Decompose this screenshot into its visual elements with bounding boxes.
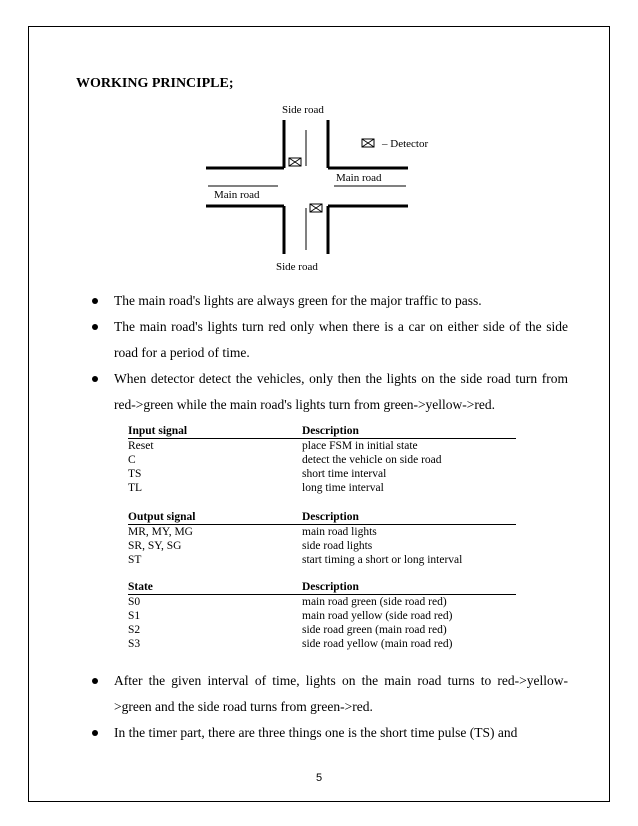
intersection-diagram	[198, 100, 458, 280]
state-cell: S0	[128, 596, 141, 608]
table-row	[128, 623, 516, 637]
table-row	[128, 525, 516, 539]
bullet-text: When detector detect the vehicles, only then the lights on the side road turn from red->green while the main road's lights turn from green->yellow->red.	[114, 371, 568, 412]
table-row	[128, 453, 516, 467]
table-row	[128, 595, 516, 609]
state-cell: S1	[128, 610, 141, 622]
input-signal-table	[128, 424, 516, 495]
signal-cell: C	[128, 454, 136, 466]
table-row	[128, 481, 516, 495]
description-cell: main road lights	[302, 526, 377, 538]
table-row	[128, 609, 516, 623]
detector-legend-icon	[362, 139, 374, 147]
table-header	[128, 580, 516, 595]
table-row	[128, 467, 516, 481]
detector-legend-label: – Detector	[382, 138, 429, 150]
section-heading: WORKING PRINCIPLE;	[76, 76, 234, 91]
list-item	[92, 288, 568, 314]
bullet-list-top	[92, 288, 568, 418]
signal-cell: MR, MY, MG	[128, 526, 193, 538]
side-road-top-label: Side road	[282, 104, 324, 116]
column-header: Description	[302, 425, 359, 437]
state-table	[128, 580, 516, 651]
bullet-icon	[92, 730, 98, 736]
side-road-bottom-label: Side road	[276, 261, 318, 273]
list-item	[92, 668, 568, 720]
description-cell: main road yellow (side road red)	[302, 610, 453, 622]
signal-cell: TS	[128, 468, 142, 480]
description-cell: short time interval	[302, 468, 387, 480]
detector-icon	[289, 158, 301, 166]
list-item	[92, 720, 568, 746]
signal-cell: TL	[128, 482, 143, 494]
detector-icon	[310, 204, 322, 212]
bullet-text: The main road's lights are always green for the major traffic to pass.	[114, 293, 482, 308]
bullet-text: In the timer part, there are three things one is the short time pulse (TS) and	[114, 725, 518, 740]
bullet-text: The main road's lights turn red only when there is a car on either side of the side road for a period of time.	[114, 319, 568, 360]
list-item	[92, 366, 568, 418]
column-header: Input signal	[128, 425, 188, 437]
table-row	[128, 539, 516, 553]
description-cell: start timing a short or long interval	[302, 554, 463, 566]
main-road-right-label: Main road	[336, 172, 382, 184]
bullet-icon	[92, 298, 98, 304]
description-cell: place FSM in initial state	[302, 440, 418, 452]
description-cell: long time interval	[302, 482, 384, 494]
bullet-icon	[92, 376, 98, 382]
signal-cell: SR, SY, SG	[128, 540, 182, 552]
description-cell: main road green (side road red)	[302, 596, 447, 608]
column-header: Output signal	[128, 511, 196, 523]
description-cell: side road lights	[302, 540, 373, 552]
output-signal-table	[128, 510, 516, 567]
table-header	[128, 510, 516, 525]
bullet-icon	[92, 324, 98, 330]
column-header: State	[128, 581, 153, 593]
description-cell: side road yellow (main road red)	[302, 638, 453, 650]
bullet-text: After the given interval of time, lights on the main road turns to red->yellow->green and the side road turns from green->red.	[114, 673, 568, 714]
page-number: 5	[315, 772, 323, 784]
description-cell: side road green (main road red)	[302, 624, 447, 636]
signal-cell: Reset	[128, 440, 154, 452]
table-row	[128, 439, 516, 453]
table-row	[128, 637, 516, 651]
bullet-list-bottom	[92, 668, 568, 746]
table-header	[128, 424, 516, 439]
main-road-left-label: Main road	[214, 189, 260, 201]
column-header: Description	[302, 511, 359, 523]
signal-cell: ST	[128, 554, 142, 566]
list-item	[92, 314, 568, 366]
state-cell: S2	[128, 624, 141, 636]
bullet-icon	[92, 678, 98, 684]
table-row	[128, 553, 516, 567]
state-cell: S3	[128, 638, 141, 650]
column-header: Description	[302, 581, 359, 593]
description-cell: detect the vehicle on side road	[302, 454, 442, 466]
